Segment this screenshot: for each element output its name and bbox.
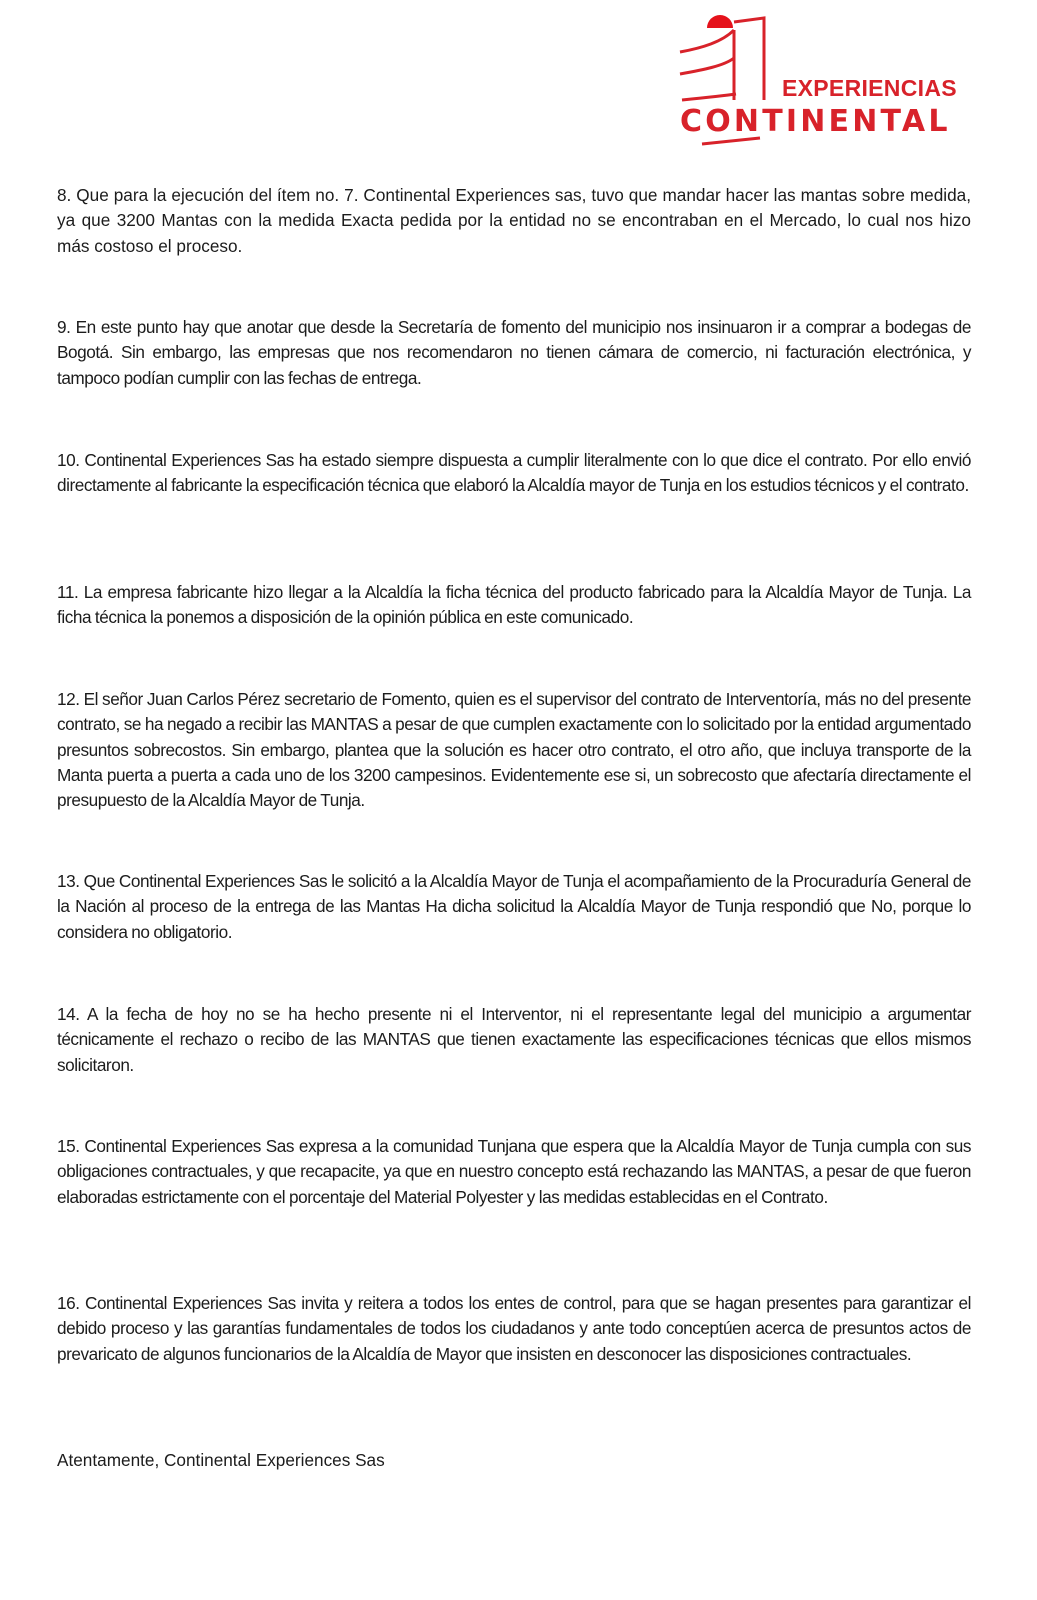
paragraph-13: 13. Que Continental Experiences Sas le solicitó a la Alcaldía Mayor de Tunja el acompañamiento de la Procuraduría General de la Nación al proceso de la entrega de las Mantas Ha dicha solicitud la Alcaldía Mayor de Tunja respondió que No, porque lo considera no obligatorio.: [57, 871, 971, 942]
paragraph-9: 9. En este punto hay que anotar que desde la Secretaría de fomento del municipio nos insinuaron ir a comprar a bodegas de Bogotá. Sin embargo, las empresas que nos recomendaron no tienen cámara de comercio, ni facturación electrónica, y tampoco podían cumplir con las fechas de entrega.: [57, 317, 971, 388]
logo-text-continental: CONTINENTAL: [680, 104, 951, 139]
paragraph-8: 8. Que para la ejecución del ítem no. 7. Continental Experiences sas, tuvo que mandar hacer las mantas sobre medida, ya que 3200 Mantas con la medida Exacta pedida por la entidad no se encontraban en el Mercado, lo cual nos hizo más costoso el proceso.: [57, 185, 971, 256]
paragraph-11: 11. La empresa fabricante hizo llegar a la Alcaldía la ficha técnica del producto fabricado para la Alcaldía Mayor de Tunja. La ficha técnica la ponemos a disposición de la opinión pública en este comunicado.: [57, 582, 971, 628]
paragraph-16: 16. Continental Experiences Sas invita y reitera a todos los entes de control, para que se hagan presentes para garantizar el debido proceso y las garantías fundamentales de todos los ciudadanos y ante todo conceptúen acerca de presuntos actos de prevaricato de algunos funcionarios de la Alcaldía de Mayor que insisten en desconocer las disposiciones contractuales.: [57, 1293, 971, 1364]
company-logo: [672, 8, 972, 153]
paragraph-15: 15. Continental Experiences Sas expresa a la comunidad Tunjana que espera que la Alcaldía Mayor de Tunja cumpla con sus obligaciones contractuales, y que recapacite, ya que en nuestro concepto está rechazando las MANTAS, a pesar de que fueron elaboradas estrictamente con el porcentaje del Material Polyester y las medidas establecidas en el Contrato.: [57, 1136, 971, 1207]
paragraph-10: 10. Continental Experiences Sas ha estado siempre dispuesta a cumplir literalmente con lo que dice el contrato. Por ello envió directamente al fabricante la especificación técnica que elaboró la Alcaldía mayor de Tunja en los estudios técnicos y el contrato.: [57, 450, 971, 496]
paragraph-14: 14. A la fecha de hoy no se ha hecho presente ni el Interventor, ni el representante legal del municipio a argumentar técnicamente el rechazo o recibo de las MANTAS que tienen exactamente las especificaciones técnicas que ellos mismos solicitaron.: [57, 1004, 971, 1075]
logo-text-experiencias: EXPERIENCIAS: [782, 75, 957, 101]
signoff: Atentamente, Continental Experiences Sas: [57, 1450, 385, 1470]
paragraph-12: 12. El señor Juan Carlos Pérez secretario de Fomento, quien es el supervisor del contrato de Interventoría, más no del presente contrato, se ha negado a recibir las MANTAS a pesar de que cumplen exactamente con lo solicitado por la entidad argumentado presuntos sobrecostos. Sin embargo, plantea que la solución es hacer otro contrato, el otro año, que incluya transporte de la Manta puerta a puerta a cada uno de los 3200 campesinos. Evidentemente ese si, un sobrecosto que afectaría directamente el presupuesto de la Alcaldía Mayor de Tunja.: [57, 689, 971, 811]
